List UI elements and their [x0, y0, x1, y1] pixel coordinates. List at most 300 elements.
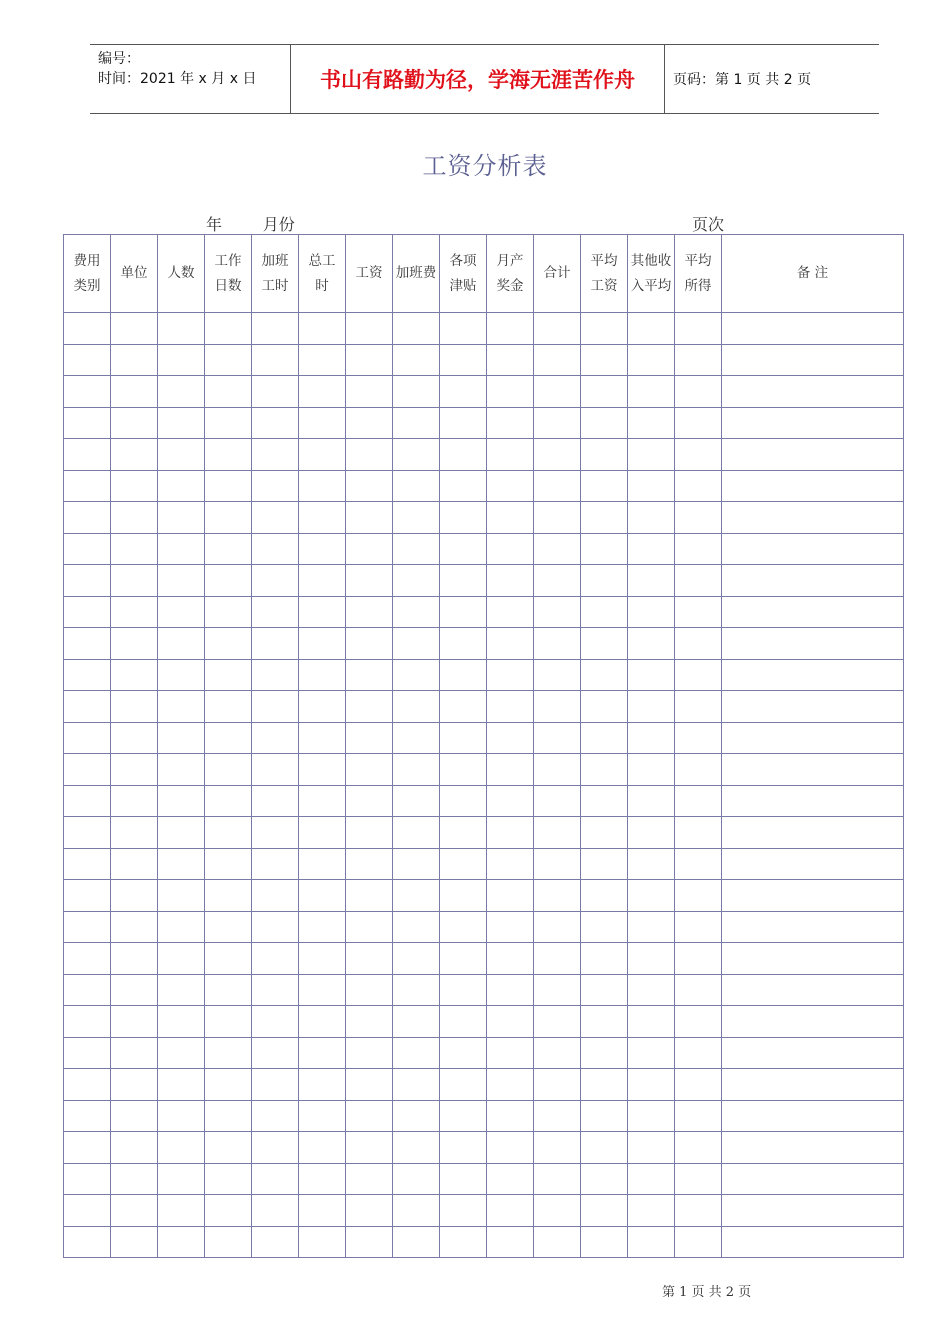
table-cell[interactable]: [346, 722, 393, 754]
table-cell[interactable]: [346, 817, 393, 849]
table-cell[interactable]: [111, 722, 158, 754]
table-cell[interactable]: [722, 407, 904, 439]
table-cell[interactable]: [346, 1226, 393, 1258]
table-cell[interactable]: [393, 1006, 440, 1038]
table-cell[interactable]: [346, 754, 393, 786]
table-cell[interactable]: [534, 533, 581, 565]
table-cell[interactable]: [299, 1163, 346, 1195]
table-cell[interactable]: [64, 313, 111, 345]
table-cell[interactable]: [299, 785, 346, 817]
table-cell[interactable]: [393, 565, 440, 597]
table-cell[interactable]: [205, 691, 252, 723]
table-cell[interactable]: [675, 344, 722, 376]
table-cell[interactable]: [628, 880, 675, 912]
table-cell[interactable]: [111, 1195, 158, 1227]
table-cell[interactable]: [111, 817, 158, 849]
table-cell[interactable]: [158, 817, 205, 849]
table-cell[interactable]: [205, 596, 252, 628]
table-cell[interactable]: [111, 565, 158, 597]
table-cell[interactable]: [628, 848, 675, 880]
table-cell[interactable]: [440, 596, 487, 628]
table-cell[interactable]: [393, 313, 440, 345]
table-cell[interactable]: [487, 817, 534, 849]
table-cell[interactable]: [64, 439, 111, 471]
table-cell[interactable]: [581, 1037, 628, 1069]
table-cell[interactable]: [722, 1037, 904, 1069]
table-cell[interactable]: [252, 596, 299, 628]
table-cell[interactable]: [111, 1226, 158, 1258]
table-cell[interactable]: [581, 754, 628, 786]
table-cell[interactable]: [393, 533, 440, 565]
table-cell[interactable]: [393, 691, 440, 723]
table-cell[interactable]: [581, 1006, 628, 1038]
table-cell[interactable]: [346, 376, 393, 408]
table-cell[interactable]: [64, 943, 111, 975]
table-cell[interactable]: [628, 1069, 675, 1101]
table-cell[interactable]: [722, 754, 904, 786]
table-cell[interactable]: [487, 911, 534, 943]
table-cell[interactable]: [64, 848, 111, 880]
table-cell[interactable]: [299, 565, 346, 597]
table-cell[interactable]: [487, 344, 534, 376]
table-cell[interactable]: [440, 817, 487, 849]
table-cell[interactable]: [534, 376, 581, 408]
table-cell[interactable]: [393, 722, 440, 754]
table-cell[interactable]: [675, 817, 722, 849]
table-cell[interactable]: [346, 911, 393, 943]
table-cell[interactable]: [205, 533, 252, 565]
table-cell[interactable]: [393, 407, 440, 439]
table-cell[interactable]: [534, 943, 581, 975]
table-cell[interactable]: [299, 817, 346, 849]
table-cell[interactable]: [64, 628, 111, 660]
table-cell[interactable]: [487, 785, 534, 817]
table-cell[interactable]: [675, 628, 722, 660]
table-cell[interactable]: [440, 1037, 487, 1069]
table-cell[interactable]: [675, 376, 722, 408]
table-cell[interactable]: [346, 1069, 393, 1101]
table-cell[interactable]: [205, 376, 252, 408]
table-cell[interactable]: [440, 848, 487, 880]
table-cell[interactable]: [534, 1132, 581, 1164]
table-cell[interactable]: [158, 376, 205, 408]
table-cell[interactable]: [64, 1226, 111, 1258]
table-cell[interactable]: [346, 1006, 393, 1038]
table-cell[interactable]: [393, 470, 440, 502]
table-cell[interactable]: [628, 313, 675, 345]
table-cell[interactable]: [205, 1006, 252, 1038]
table-cell[interactable]: [393, 848, 440, 880]
table-cell[interactable]: [346, 848, 393, 880]
table-cell[interactable]: [628, 344, 675, 376]
table-cell[interactable]: [393, 785, 440, 817]
table-cell[interactable]: [440, 628, 487, 660]
table-cell[interactable]: [722, 1163, 904, 1195]
table-cell[interactable]: [628, 974, 675, 1006]
table-cell[interactable]: [64, 1195, 111, 1227]
table-cell[interactable]: [487, 1006, 534, 1038]
table-cell[interactable]: [158, 313, 205, 345]
table-cell[interactable]: [440, 344, 487, 376]
table-cell[interactable]: [487, 848, 534, 880]
table-cell[interactable]: [440, 376, 487, 408]
table-cell[interactable]: [252, 659, 299, 691]
table-cell[interactable]: [158, 344, 205, 376]
table-cell[interactable]: [252, 911, 299, 943]
table-cell[interactable]: [722, 943, 904, 975]
table-cell[interactable]: [205, 1037, 252, 1069]
table-cell[interactable]: [534, 344, 581, 376]
table-cell[interactable]: [534, 1069, 581, 1101]
table-cell[interactable]: [628, 470, 675, 502]
table-cell[interactable]: [252, 1037, 299, 1069]
table-cell[interactable]: [534, 974, 581, 1006]
table-cell[interactable]: [299, 439, 346, 471]
table-cell[interactable]: [487, 722, 534, 754]
table-cell[interactable]: [393, 1132, 440, 1164]
table-cell[interactable]: [675, 691, 722, 723]
table-cell[interactable]: [440, 565, 487, 597]
table-cell[interactable]: [581, 407, 628, 439]
table-cell[interactable]: [581, 1163, 628, 1195]
table-cell[interactable]: [440, 911, 487, 943]
table-cell[interactable]: [487, 1195, 534, 1227]
table-cell[interactable]: [722, 1100, 904, 1132]
table-cell[interactable]: [346, 1100, 393, 1132]
table-cell[interactable]: [628, 407, 675, 439]
table-cell[interactable]: [158, 1069, 205, 1101]
table-cell[interactable]: [346, 974, 393, 1006]
table-cell[interactable]: [205, 659, 252, 691]
table-cell[interactable]: [205, 628, 252, 660]
table-cell[interactable]: [158, 470, 205, 502]
table-cell[interactable]: [158, 943, 205, 975]
table-cell[interactable]: [675, 1132, 722, 1164]
table-cell[interactable]: [487, 974, 534, 1006]
table-cell[interactable]: [252, 565, 299, 597]
table-cell[interactable]: [346, 407, 393, 439]
table-cell[interactable]: [628, 1037, 675, 1069]
table-cell[interactable]: [722, 502, 904, 534]
table-cell[interactable]: [111, 659, 158, 691]
table-cell[interactable]: [205, 1163, 252, 1195]
table-cell[interactable]: [252, 439, 299, 471]
table-cell[interactable]: [487, 1226, 534, 1258]
table-cell[interactable]: [722, 565, 904, 597]
table-cell[interactable]: [722, 785, 904, 817]
table-cell[interactable]: [487, 1037, 534, 1069]
table-cell[interactable]: [675, 470, 722, 502]
table-cell[interactable]: [111, 754, 158, 786]
table-cell[interactable]: [675, 754, 722, 786]
table-cell[interactable]: [158, 848, 205, 880]
table-cell[interactable]: [628, 785, 675, 817]
table-cell[interactable]: [158, 659, 205, 691]
table-cell[interactable]: [64, 596, 111, 628]
table-cell[interactable]: [205, 565, 252, 597]
table-cell[interactable]: [111, 1069, 158, 1101]
table-cell[interactable]: [64, 691, 111, 723]
table-cell[interactable]: [581, 344, 628, 376]
table-cell[interactable]: [675, 1037, 722, 1069]
table-cell[interactable]: [628, 1132, 675, 1164]
table-cell[interactable]: [299, 1100, 346, 1132]
table-cell[interactable]: [628, 911, 675, 943]
table-cell[interactable]: [440, 722, 487, 754]
table-cell[interactable]: [393, 754, 440, 786]
table-cell[interactable]: [440, 974, 487, 1006]
table-cell[interactable]: [534, 848, 581, 880]
table-cell[interactable]: [64, 407, 111, 439]
table-cell[interactable]: [534, 911, 581, 943]
table-cell[interactable]: [111, 1006, 158, 1038]
table-cell[interactable]: [534, 1100, 581, 1132]
table-cell[interactable]: [393, 344, 440, 376]
table-cell[interactable]: [487, 691, 534, 723]
table-cell[interactable]: [299, 502, 346, 534]
table-cell[interactable]: [158, 1037, 205, 1069]
table-cell[interactable]: [722, 628, 904, 660]
table-cell[interactable]: [675, 565, 722, 597]
table-cell[interactable]: [111, 628, 158, 660]
table-cell[interactable]: [252, 974, 299, 1006]
table-cell[interactable]: [675, 911, 722, 943]
table-cell[interactable]: [675, 943, 722, 975]
table-cell[interactable]: [111, 785, 158, 817]
table-cell[interactable]: [581, 439, 628, 471]
table-cell[interactable]: [581, 880, 628, 912]
table-cell[interactable]: [158, 1132, 205, 1164]
table-cell[interactable]: [111, 974, 158, 1006]
table-cell[interactable]: [534, 565, 581, 597]
table-cell[interactable]: [111, 439, 158, 471]
table-cell[interactable]: [158, 596, 205, 628]
table-cell[interactable]: [205, 785, 252, 817]
table-cell[interactable]: [64, 817, 111, 849]
table-cell[interactable]: [581, 1226, 628, 1258]
table-cell[interactable]: [675, 1163, 722, 1195]
table-cell[interactable]: [581, 691, 628, 723]
table-cell[interactable]: [628, 1226, 675, 1258]
table-cell[interactable]: [299, 880, 346, 912]
table-cell[interactable]: [299, 313, 346, 345]
table-cell[interactable]: [158, 439, 205, 471]
table-cell[interactable]: [675, 1195, 722, 1227]
table-cell[interactable]: [581, 848, 628, 880]
table-cell[interactable]: [252, 628, 299, 660]
table-cell[interactable]: [534, 659, 581, 691]
table-cell[interactable]: [722, 817, 904, 849]
table-cell[interactable]: [111, 943, 158, 975]
table-cell[interactable]: [346, 596, 393, 628]
table-cell[interactable]: [581, 1132, 628, 1164]
table-cell[interactable]: [675, 974, 722, 1006]
table-cell[interactable]: [205, 502, 252, 534]
table-cell[interactable]: [722, 344, 904, 376]
table-cell[interactable]: [722, 1226, 904, 1258]
table-cell[interactable]: [205, 1069, 252, 1101]
table-cell[interactable]: [487, 659, 534, 691]
table-cell[interactable]: [346, 565, 393, 597]
table-cell[interactable]: [64, 1132, 111, 1164]
table-cell[interactable]: [581, 470, 628, 502]
table-cell[interactable]: [64, 880, 111, 912]
table-cell[interactable]: [487, 754, 534, 786]
table-cell[interactable]: [722, 1132, 904, 1164]
table-cell[interactable]: [628, 943, 675, 975]
table-cell[interactable]: [581, 974, 628, 1006]
table-cell[interactable]: [534, 439, 581, 471]
table-cell[interactable]: [440, 1069, 487, 1101]
table-cell[interactable]: [628, 691, 675, 723]
table-cell[interactable]: [628, 1100, 675, 1132]
table-cell[interactable]: [205, 880, 252, 912]
table-cell[interactable]: [299, 974, 346, 1006]
table-cell[interactable]: [299, 628, 346, 660]
table-cell[interactable]: [393, 628, 440, 660]
table-cell[interactable]: [64, 376, 111, 408]
table-cell[interactable]: [581, 1195, 628, 1227]
table-cell[interactable]: [252, 848, 299, 880]
table-cell[interactable]: [64, 565, 111, 597]
table-cell[interactable]: [534, 407, 581, 439]
table-cell[interactable]: [346, 439, 393, 471]
table-cell[interactable]: [675, 722, 722, 754]
table-cell[interactable]: [628, 1006, 675, 1038]
table-cell[interactable]: [346, 1163, 393, 1195]
table-cell[interactable]: [64, 659, 111, 691]
table-cell[interactable]: [252, 533, 299, 565]
table-cell[interactable]: [393, 1069, 440, 1101]
table-cell[interactable]: [346, 1132, 393, 1164]
table-cell[interactable]: [393, 376, 440, 408]
table-cell[interactable]: [440, 1132, 487, 1164]
table-cell[interactable]: [346, 691, 393, 723]
table-cell[interactable]: [346, 785, 393, 817]
table-cell[interactable]: [205, 911, 252, 943]
table-cell[interactable]: [299, 376, 346, 408]
table-cell[interactable]: [487, 628, 534, 660]
table-cell[interactable]: [299, 533, 346, 565]
table-cell[interactable]: [158, 502, 205, 534]
table-cell[interactable]: [581, 596, 628, 628]
table-cell[interactable]: [252, 1226, 299, 1258]
table-cell[interactable]: [722, 439, 904, 471]
table-cell[interactable]: [299, 722, 346, 754]
table-cell[interactable]: [346, 880, 393, 912]
table-cell[interactable]: [205, 313, 252, 345]
table-cell[interactable]: [440, 785, 487, 817]
table-cell[interactable]: [252, 1006, 299, 1038]
table-cell[interactable]: [393, 911, 440, 943]
table-cell[interactable]: [581, 628, 628, 660]
table-cell[interactable]: [722, 691, 904, 723]
table-cell[interactable]: [487, 533, 534, 565]
table-cell[interactable]: [299, 1226, 346, 1258]
table-cell[interactable]: [205, 439, 252, 471]
table-cell[interactable]: [393, 943, 440, 975]
table-cell[interactable]: [581, 911, 628, 943]
table-cell[interactable]: [252, 1132, 299, 1164]
table-cell[interactable]: [722, 659, 904, 691]
table-cell[interactable]: [487, 596, 534, 628]
table-cell[interactable]: [675, 880, 722, 912]
table-cell[interactable]: [581, 817, 628, 849]
table-cell[interactable]: [675, 785, 722, 817]
table-cell[interactable]: [64, 344, 111, 376]
table-cell[interactable]: [675, 1006, 722, 1038]
table-cell[interactable]: [346, 502, 393, 534]
table-cell[interactable]: [64, 1163, 111, 1195]
table-cell[interactable]: [252, 1069, 299, 1101]
table-cell[interactable]: [675, 848, 722, 880]
table-cell[interactable]: [64, 974, 111, 1006]
table-cell[interactable]: [252, 502, 299, 534]
table-cell[interactable]: [64, 754, 111, 786]
table-cell[interactable]: [722, 911, 904, 943]
table-cell[interactable]: [534, 880, 581, 912]
table-cell[interactable]: [64, 722, 111, 754]
table-cell[interactable]: [581, 785, 628, 817]
table-cell[interactable]: [158, 565, 205, 597]
table-cell[interactable]: [628, 1195, 675, 1227]
table-cell[interactable]: [299, 407, 346, 439]
table-cell[interactable]: [205, 943, 252, 975]
table-cell[interactable]: [158, 1163, 205, 1195]
table-cell[interactable]: [393, 1163, 440, 1195]
table-cell[interactable]: [252, 817, 299, 849]
table-cell[interactable]: [252, 722, 299, 754]
table-cell[interactable]: [722, 596, 904, 628]
table-cell[interactable]: [205, 722, 252, 754]
table-cell[interactable]: [534, 1037, 581, 1069]
table-cell[interactable]: [393, 596, 440, 628]
table-cell[interactable]: [64, 1037, 111, 1069]
table-cell[interactable]: [205, 344, 252, 376]
table-cell[interactable]: [252, 691, 299, 723]
table-cell[interactable]: [111, 1163, 158, 1195]
table-cell[interactable]: [64, 470, 111, 502]
table-cell[interactable]: [534, 628, 581, 660]
table-cell[interactable]: [158, 911, 205, 943]
table-cell[interactable]: [534, 722, 581, 754]
table-cell[interactable]: [628, 376, 675, 408]
table-cell[interactable]: [64, 533, 111, 565]
table-cell[interactable]: [722, 1069, 904, 1101]
table-cell[interactable]: [111, 1100, 158, 1132]
table-cell[interactable]: [581, 659, 628, 691]
table-cell[interactable]: [628, 596, 675, 628]
table-cell[interactable]: [158, 628, 205, 660]
table-cell[interactable]: [205, 848, 252, 880]
table-cell[interactable]: [440, 659, 487, 691]
table-cell[interactable]: [534, 313, 581, 345]
table-cell[interactable]: [440, 313, 487, 345]
table-cell[interactable]: [299, 470, 346, 502]
table-cell[interactable]: [628, 659, 675, 691]
table-cell[interactable]: [487, 565, 534, 597]
table-cell[interactable]: [299, 691, 346, 723]
table-cell[interactable]: [393, 880, 440, 912]
table-cell[interactable]: [628, 817, 675, 849]
table-cell[interactable]: [534, 754, 581, 786]
table-cell[interactable]: [346, 659, 393, 691]
table-cell[interactable]: [158, 1195, 205, 1227]
table-cell[interactable]: [111, 376, 158, 408]
table-cell[interactable]: [158, 1100, 205, 1132]
table-cell[interactable]: [299, 1195, 346, 1227]
table-cell[interactable]: [534, 785, 581, 817]
